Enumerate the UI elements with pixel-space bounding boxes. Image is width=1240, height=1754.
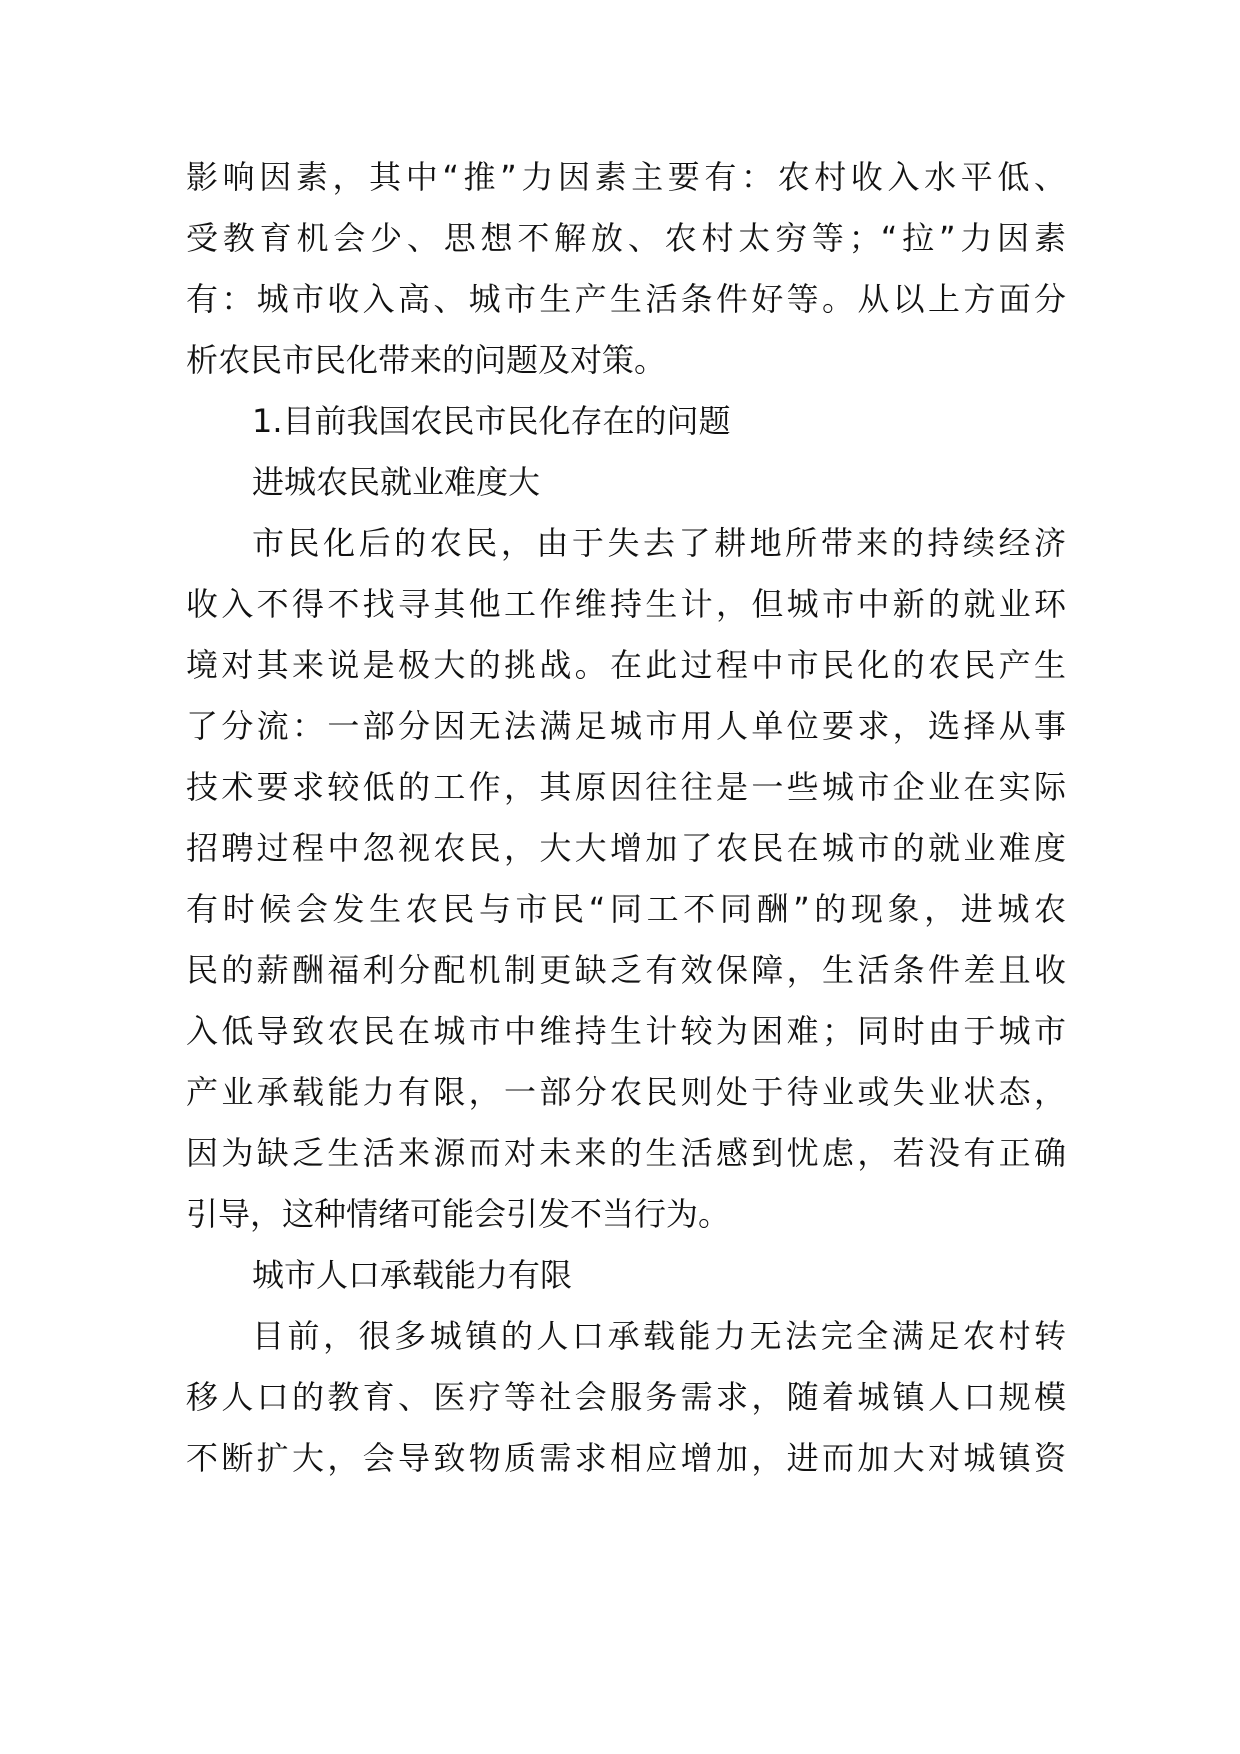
subsection-heading: 城市人口承载能力有限	[252, 1256, 573, 1294]
paragraph-line: 产业承载能力有限，一部分农民则处于待业或失业状态，	[186, 1073, 1066, 1111]
paragraph-line: 市民化后的农民，由于失去了耕地所带来的持续经济	[252, 524, 1066, 562]
paragraph-line: 影响因素，其中“推”力因素主要有：农村收入水平低、	[186, 158, 1066, 196]
paragraph-line: 民的薪酬福利分配机制更缺乏有效保障，生活条件差且收	[186, 951, 1066, 989]
paragraph-line: 不断扩大，会导致物质需求相应增加，进而加大对城镇资	[186, 1439, 1066, 1477]
section-heading: 1.目前我国农民市民化存在的问题	[252, 402, 731, 440]
paragraph-line: 境对其来说是极大的挑战。在此过程中市民化的农民产生	[186, 646, 1066, 684]
paragraph-line: 因为缺乏生活来源而对未来的生活感到忧虑，若没有正确	[186, 1134, 1066, 1172]
paragraph-line: 目前，很多城镇的人口承载能力无法完全满足农村转	[252, 1317, 1066, 1355]
paragraph-line: 有时候会发生农民与市民“同工不同酬”的现象，进城农	[186, 890, 1066, 928]
paragraph-line: 收入不得不找寻其他工作维持生计，但城市中新的就业环	[186, 585, 1066, 623]
paragraph-line: 受教育机会少、思想不解放、农村太穷等；“拉”力因素	[186, 219, 1066, 257]
subsection-heading: 进城农民就业难度大	[252, 463, 541, 501]
paragraph-line: 入低导致农民在城市中维持生计较为困难；同时由于城市	[186, 1012, 1066, 1050]
paragraph-line: 了分流：一部分因无法满足城市用人单位要求，选择从事	[186, 707, 1066, 745]
paragraph-line: 有：城市收入高、城市生产生活条件好等。从以上方面分	[186, 280, 1066, 318]
paragraph-line: 引导，这种情绪可能会引发不当行为。	[186, 1195, 731, 1233]
paragraph-line: 技术要求较低的工作，其原因往往是一些城市企业在实际	[186, 768, 1066, 806]
paragraph-line: 移人口的教育、医疗等社会服务需求，随着城镇人口规模	[186, 1378, 1066, 1416]
paragraph-line: 析农民市民化带来的问题及对策。	[186, 341, 667, 379]
paragraph-line: 招聘过程中忽视农民，大大增加了农民在城市的就业难度	[186, 829, 1066, 867]
